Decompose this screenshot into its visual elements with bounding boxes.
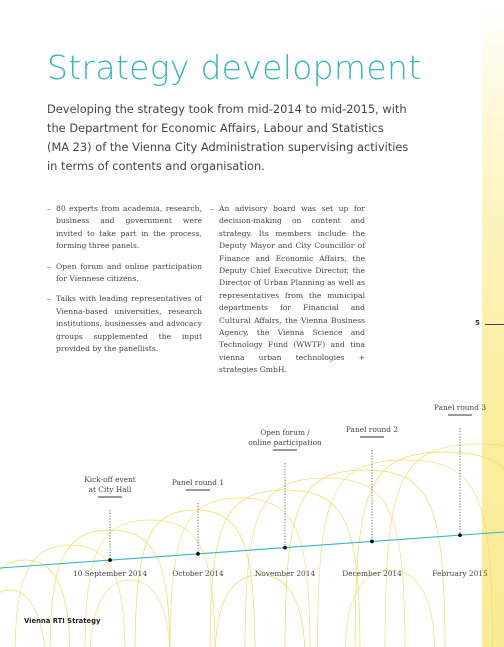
intro-line: (MA 23) of the Vienna City Administration supervising activities (47, 140, 409, 154)
timeline-events (73, 403, 488, 578)
event-marker (458, 533, 462, 537)
event-label: Panel round 2 (345, 425, 399, 434)
bullet-dash: – (47, 261, 51, 271)
event-marker (370, 540, 374, 544)
bullet-text: Talks with leading representatives of Vienna-based universities, research institutions, businesses and advocacy groups supplemented the input provided by the panellists. (56, 294, 202, 354)
timeline-connectors (110, 428, 460, 560)
page-number: 5 (475, 319, 480, 327)
event-label: online participation (248, 438, 322, 447)
decorative-curve (90, 580, 170, 647)
event-date: December 2014 (342, 569, 402, 578)
decorative-curve (345, 570, 435, 647)
intro-line: in terms of contents and organisation. (47, 159, 265, 173)
bullet-dash: – (47, 294, 51, 304)
decorative-curve (135, 510, 255, 647)
bullet-dash: – (47, 204, 51, 213)
bullet-dash: – (210, 204, 214, 213)
event-label: Panel round 1 (171, 478, 225, 487)
event-marker (196, 552, 200, 556)
page-title: Strategy development (47, 48, 422, 87)
bullet-text: An advisory board was set up for decision-making on content and strategy. Its members include the Deputy Mayor and City Councillor of Finance and Economic Affairs, the Deputy Chief Executive Director, the Director of Urban Planning as well as representatives from the municipal departments for Financial and Cultural Affairs, the Vienna Business Agency, the Vienna Science and Technology Fund (WWTF) and tina vienna urban technologies + strategies GmbH. (219, 204, 365, 375)
bullet-text: Open forum and online participation for Viennese citizens. (56, 261, 202, 284)
intro-line: the Department for Economic Affairs, Labour and Statistics (47, 121, 384, 135)
footer-publication-title: Vienna RTI Strategy (24, 617, 101, 625)
decorative-curve (318, 460, 493, 647)
event-date: February 2015 (432, 569, 488, 578)
decorative-curve (355, 452, 504, 647)
event-label: Kick-off event (84, 475, 136, 484)
event-date: October 2014 (172, 569, 224, 578)
event-label: Panel round 3 (433, 403, 487, 412)
decorative-curve (85, 520, 215, 647)
event-date: 10 September 2014 (72, 569, 148, 578)
event-label: at City Hall (88, 485, 132, 494)
decorative-curve (215, 575, 305, 647)
event-date: November 2014 (254, 569, 316, 578)
intro-line: Developing the strategy took from mid-2014 to mid-2015, with (47, 102, 407, 116)
event-marker (108, 558, 112, 562)
bullet-text: 80 experts from academia, research, business and government were invited to take part in the process, forming three panels. (56, 204, 202, 251)
timeline-axis (0, 532, 504, 568)
decorative-curve (245, 478, 405, 647)
event-label: Open forum / (260, 428, 310, 437)
decorative-curve (0, 560, 70, 647)
event-marker (283, 546, 287, 550)
decorative-curve (285, 470, 445, 647)
